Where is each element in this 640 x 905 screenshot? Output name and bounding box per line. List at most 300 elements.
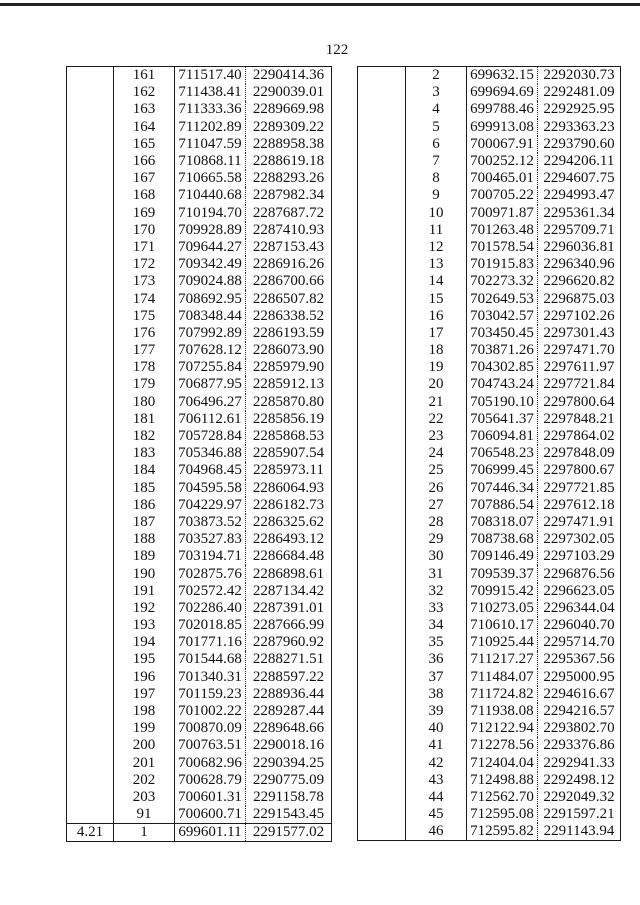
table-row: [67, 325, 332, 342]
coordinate-1-cell: 707886.54: [467, 497, 538, 514]
coordinate-1-cell: 703194.71: [175, 548, 246, 565]
coordinate-2-cell: 2296620.82: [538, 273, 621, 290]
table-row: [358, 600, 621, 617]
coordinate-2-cell: 2287391.01: [246, 600, 332, 617]
coordinate-2-cell: 2297471.70: [538, 342, 621, 359]
point-number-cell: 2: [406, 67, 467, 85]
point-number-cell: 19: [406, 359, 467, 376]
group-cell: [358, 514, 406, 531]
group-cell: [67, 462, 114, 479]
coordinate-2-cell: 2287960.92: [246, 634, 332, 651]
coordinate-1-cell: 709539.37: [467, 565, 538, 582]
coordinate-1-cell: 702286.40: [175, 600, 246, 617]
coordinate-1-cell: 699694.69: [467, 84, 538, 101]
group-cell: [67, 119, 114, 136]
table-row: [358, 583, 621, 600]
table-row: [358, 359, 621, 376]
point-number-cell: 177: [114, 342, 175, 359]
coordinate-2-cell: 2287134.42: [246, 583, 332, 600]
coordinate-1-cell: 709146.49: [467, 548, 538, 565]
point-number-cell: 21: [406, 394, 467, 411]
group-cell: [67, 583, 114, 600]
point-number-cell: 183: [114, 445, 175, 462]
coordinate-2-cell: 2292481.09: [538, 84, 621, 101]
group-cell: [358, 600, 406, 617]
coordinate-2-cell: 2289648.66: [246, 720, 332, 737]
coordinate-1-cell: 705190.10: [467, 394, 538, 411]
group-cell: [67, 497, 114, 514]
group-cell: [358, 239, 406, 256]
group-cell: [358, 222, 406, 239]
table-row: [67, 445, 332, 462]
group-cell: [67, 170, 114, 187]
table-row: [67, 651, 332, 668]
group-cell: [67, 101, 114, 118]
group-cell: [67, 205, 114, 222]
coordinate-1-cell: 707628.12: [175, 342, 246, 359]
group-cell: [358, 428, 406, 445]
group-cell: [358, 394, 406, 411]
point-number-cell: 27: [406, 497, 467, 514]
point-number-cell: 165: [114, 136, 175, 153]
table-row: [358, 755, 621, 772]
table-row: [358, 101, 621, 118]
table-row: [67, 462, 332, 479]
coordinate-1-cell: 709024.88: [175, 273, 246, 290]
coordinate-1-cell: 712498.88: [467, 772, 538, 789]
table-row: [67, 67, 332, 85]
point-number-cell: 42: [406, 755, 467, 772]
point-number-cell: 184: [114, 462, 175, 479]
coordinate-1-cell: 700628.79: [175, 772, 246, 789]
coordinate-1-cell: 703871.26: [467, 342, 538, 359]
coordinate-1-cell: 711484.07: [467, 669, 538, 686]
table-row: [67, 789, 332, 806]
group-cell: [358, 170, 406, 187]
group-cell: [67, 222, 114, 239]
point-number-cell: 187: [114, 514, 175, 531]
table-row: [67, 755, 332, 772]
point-number-cell: 44: [406, 789, 467, 806]
coordinate-1-cell: 712595.08: [467, 806, 538, 823]
point-number-cell: 40: [406, 720, 467, 737]
coordinate-1-cell: 712595.82: [467, 823, 538, 841]
coordinate-1-cell: 708348.44: [175, 308, 246, 325]
point-number-cell: 36: [406, 651, 467, 668]
coordinate-2-cell: 2287982.34: [246, 187, 332, 204]
coordinate-2-cell: 2295709.71: [538, 222, 621, 239]
table-row: [67, 669, 332, 686]
point-number-cell: 190: [114, 565, 175, 582]
table-row: [358, 325, 621, 342]
coordinate-1-cell: 704968.45: [175, 462, 246, 479]
table-row: [67, 119, 332, 136]
table-row: [358, 187, 621, 204]
group-cell: [358, 720, 406, 737]
table-row: [358, 669, 621, 686]
point-number-cell: 175: [114, 308, 175, 325]
table-row: [67, 514, 332, 531]
group-cell: [67, 67, 114, 85]
point-number-cell: 172: [114, 256, 175, 273]
coordinate-1-cell: 704595.58: [175, 480, 246, 497]
coordinate-1-cell: 700252.12: [467, 153, 538, 170]
table-row: [67, 170, 332, 187]
group-cell: [358, 205, 406, 222]
coordinate-2-cell: 2286700.66: [246, 273, 332, 290]
table-row: [358, 411, 621, 428]
table-row: [67, 531, 332, 548]
point-number-cell: 10: [406, 205, 467, 222]
coordinate-1-cell: 704743.24: [467, 376, 538, 393]
point-number-cell: 169: [114, 205, 175, 222]
table-row: [67, 411, 332, 428]
table-row: [67, 548, 332, 565]
group-cell: [67, 617, 114, 634]
coordinate-2-cell: 2295714.70: [538, 634, 621, 651]
coordinate-2-cell: 2286916.26: [246, 256, 332, 273]
coordinate-1-cell: 710665.58: [175, 170, 246, 187]
table-row: [67, 342, 332, 359]
coordinate-1-cell: 711438.41: [175, 84, 246, 101]
coordinate-2-cell: 2296875.03: [538, 290, 621, 307]
table-row: [358, 462, 621, 479]
group-cell: [67, 789, 114, 806]
coordinate-2-cell: 2285870.80: [246, 394, 332, 411]
coordinate-2-cell: 2296623.05: [538, 583, 621, 600]
table-row: [67, 583, 332, 600]
coordinate-2-cell: 2294607.75: [538, 170, 621, 187]
table-row: [67, 308, 332, 325]
table-row: [67, 205, 332, 222]
coordinate-1-cell: 709644.27: [175, 239, 246, 256]
coordinate-1-cell: 700763.51: [175, 737, 246, 754]
point-number-cell: 202: [114, 772, 175, 789]
point-number-cell: 189: [114, 548, 175, 565]
coordinate-2-cell: 2287410.93: [246, 222, 332, 239]
coordinate-1-cell: 699913.08: [467, 119, 538, 136]
coordinate-2-cell: 2297302.05: [538, 531, 621, 548]
group-cell: [67, 669, 114, 686]
coordinate-1-cell: 701263.48: [467, 222, 538, 239]
coordinate-2-cell: 2286182.73: [246, 497, 332, 514]
coordinate-table-right-body: [358, 67, 621, 841]
coordinate-2-cell: 2285912.13: [246, 376, 332, 393]
coordinate-1-cell: 700705.22: [467, 187, 538, 204]
coordinate-2-cell: 2286338.52: [246, 308, 332, 325]
coordinate-2-cell: 2292925.95: [538, 101, 621, 118]
coordinate-2-cell: 2297103.29: [538, 548, 621, 565]
point-number-cell: 161: [114, 67, 175, 85]
group-cell: [67, 634, 114, 651]
group-cell: [67, 772, 114, 789]
coordinate-2-cell: 2286064.93: [246, 480, 332, 497]
coordinate-1-cell: 707255.84: [175, 359, 246, 376]
coordinate-table-left-body: [67, 67, 332, 842]
coordinate-2-cell: 2294993.47: [538, 187, 621, 204]
point-number-cell: 39: [406, 703, 467, 720]
coordinate-1-cell: 702875.76: [175, 565, 246, 582]
point-number-cell: 171: [114, 239, 175, 256]
point-number-cell: 26: [406, 480, 467, 497]
coordinate-2-cell: 2287687.72: [246, 205, 332, 222]
point-number-cell: 196: [114, 669, 175, 686]
table-row: [358, 823, 621, 841]
group-cell: [67, 153, 114, 170]
point-number-cell: 3: [406, 84, 467, 101]
coordinate-1-cell: 710868.11: [175, 153, 246, 170]
coordinate-2-cell: 2289287.44: [246, 703, 332, 720]
point-number-cell: 16: [406, 308, 467, 325]
coordinate-2-cell: 2293802.70: [538, 720, 621, 737]
point-number-cell: 11: [406, 222, 467, 239]
point-number-cell: 38: [406, 686, 467, 703]
point-number-cell: 163: [114, 101, 175, 118]
table-row: [358, 789, 621, 806]
point-number-cell: 32: [406, 583, 467, 600]
group-cell: [358, 119, 406, 136]
group-cell: [67, 136, 114, 153]
coordinate-1-cell: 711217.27: [467, 651, 538, 668]
point-number-cell: 162: [114, 84, 175, 101]
point-number-cell: 178: [114, 359, 175, 376]
point-number-cell: 173: [114, 273, 175, 290]
point-number-cell: 192: [114, 600, 175, 617]
coordinate-1-cell: 704229.97: [175, 497, 246, 514]
coordinate-1-cell: 700465.01: [467, 170, 538, 187]
coordinate-2-cell: 2295000.95: [538, 669, 621, 686]
coordinate-2-cell: 2297800.64: [538, 394, 621, 411]
coordinate-2-cell: 2297721.84: [538, 376, 621, 393]
point-number-cell: 15: [406, 290, 467, 307]
point-number-cell: 45: [406, 806, 467, 823]
coordinate-1-cell: 701915.83: [467, 256, 538, 273]
table-row: [358, 308, 621, 325]
coordinate-1-cell: 711517.40: [175, 67, 246, 85]
table-row: [67, 824, 332, 842]
table-row: [67, 273, 332, 290]
group-cell: [358, 153, 406, 170]
group-cell: [358, 497, 406, 514]
coordinate-2-cell: 2288958.38: [246, 136, 332, 153]
point-number-cell: 193: [114, 617, 175, 634]
coordinate-2-cell: 2287666.99: [246, 617, 332, 634]
table-row: [67, 222, 332, 239]
coordinate-table-right: [357, 66, 621, 841]
table-row: [358, 428, 621, 445]
coordinate-1-cell: 709915.42: [467, 583, 538, 600]
point-number-cell: 176: [114, 325, 175, 342]
group-cell: [358, 565, 406, 582]
table-row: [358, 548, 621, 565]
table-row: [67, 428, 332, 445]
coordinate-1-cell: 701340.31: [175, 669, 246, 686]
coordinate-1-cell: 700067.91: [467, 136, 538, 153]
coordinate-2-cell: 2295361.34: [538, 205, 621, 222]
table-row: [358, 376, 621, 393]
coordinate-1-cell: 703042.57: [467, 308, 538, 325]
group-cell: [67, 256, 114, 273]
point-number-cell: 17: [406, 325, 467, 342]
coordinate-2-cell: 2291577.02: [246, 824, 332, 842]
table-row: [358, 67, 621, 85]
group-cell: 4.21: [67, 824, 114, 842]
table-row: [358, 497, 621, 514]
point-number-cell: 4: [406, 101, 467, 118]
table-row: [67, 480, 332, 497]
coordinate-2-cell: 2290414.36: [246, 67, 332, 85]
group-cell: [67, 308, 114, 325]
table-row: [67, 703, 332, 720]
table-row: [358, 686, 621, 703]
point-number-cell: 168: [114, 187, 175, 204]
group-cell: [358, 462, 406, 479]
point-number-cell: 174: [114, 290, 175, 307]
coordinate-2-cell: 2296340.96: [538, 256, 621, 273]
coordinate-2-cell: 2297102.26: [538, 308, 621, 325]
table-row: [67, 634, 332, 651]
coordinate-1-cell: 711202.89: [175, 119, 246, 136]
coordinate-1-cell: 707446.34: [467, 480, 538, 497]
group-cell: [67, 376, 114, 393]
point-number-cell: 203: [114, 789, 175, 806]
coordinate-2-cell: 2291143.94: [538, 823, 621, 841]
coordinate-1-cell: 711047.59: [175, 136, 246, 153]
point-number-cell: 191: [114, 583, 175, 600]
coordinate-1-cell: 706999.45: [467, 462, 538, 479]
point-number-cell: 9: [406, 187, 467, 204]
point-number-cell: 201: [114, 755, 175, 772]
group-cell: [67, 342, 114, 359]
table-row: [358, 222, 621, 239]
coordinate-1-cell: 705728.84: [175, 428, 246, 445]
coordinate-1-cell: 703873.52: [175, 514, 246, 531]
table-row: [358, 634, 621, 651]
group-cell: [67, 187, 114, 204]
point-number-cell: 182: [114, 428, 175, 445]
coordinate-1-cell: 699601.11: [175, 824, 246, 842]
point-number-cell: 7: [406, 153, 467, 170]
coordinate-2-cell: 2285868.53: [246, 428, 332, 445]
coordinate-1-cell: 700601.31: [175, 789, 246, 806]
table-row: [67, 239, 332, 256]
coordinate-2-cell: 2292030.73: [538, 67, 621, 85]
group-cell: [358, 290, 406, 307]
group-cell: [67, 290, 114, 307]
coordinate-2-cell: 2293376.86: [538, 737, 621, 754]
table-row: [67, 84, 332, 101]
coordinate-1-cell: 712278.56: [467, 737, 538, 754]
group-cell: [358, 789, 406, 806]
table-row: [358, 703, 621, 720]
group-cell: [358, 755, 406, 772]
point-number-cell: 188: [114, 531, 175, 548]
group-cell: [358, 101, 406, 118]
table-row: [358, 136, 621, 153]
table-row: [358, 531, 621, 548]
point-number-cell: 31: [406, 565, 467, 582]
coordinate-2-cell: 2286325.62: [246, 514, 332, 531]
group-cell: [358, 823, 406, 841]
group-cell: [67, 325, 114, 342]
coordinate-1-cell: 701159.23: [175, 686, 246, 703]
coordinate-1-cell: 701002.22: [175, 703, 246, 720]
coordinate-1-cell: 710610.17: [467, 617, 538, 634]
group-cell: [358, 703, 406, 720]
coordinate-2-cell: 2286193.59: [246, 325, 332, 342]
point-number-cell: 22: [406, 411, 467, 428]
point-number-cell: 179: [114, 376, 175, 393]
table-row: [358, 514, 621, 531]
group-cell: [67, 273, 114, 290]
coordinate-2-cell: 2286493.12: [246, 531, 332, 548]
coordinate-2-cell: 2297721.85: [538, 480, 621, 497]
point-number-cell: 194: [114, 634, 175, 651]
group-cell: [67, 394, 114, 411]
group-cell: [358, 256, 406, 273]
coordinate-1-cell: 710440.68: [175, 187, 246, 204]
group-cell: [358, 136, 406, 153]
coordinate-1-cell: 708738.68: [467, 531, 538, 548]
point-number-cell: 198: [114, 703, 175, 720]
coordinate-2-cell: 2294206.11: [538, 153, 621, 170]
coordinate-2-cell: 2285907.54: [246, 445, 332, 462]
coordinate-2-cell: 2286507.82: [246, 290, 332, 307]
group-cell: [358, 634, 406, 651]
coordinate-2-cell: 2296344.04: [538, 600, 621, 617]
coordinate-2-cell: 2290775.09: [246, 772, 332, 789]
point-number-cell: 43: [406, 772, 467, 789]
point-number-cell: 34: [406, 617, 467, 634]
coordinate-2-cell: 2292941.33: [538, 755, 621, 772]
group-cell: [358, 325, 406, 342]
point-number-cell: 41: [406, 737, 467, 754]
group-cell: [67, 703, 114, 720]
coordinate-2-cell: 2287153.43: [246, 239, 332, 256]
table-row: [358, 205, 621, 222]
group-cell: [358, 342, 406, 359]
table-row: [67, 565, 332, 582]
group-cell: [358, 187, 406, 204]
point-number-cell: 164: [114, 119, 175, 136]
coordinate-1-cell: 701578.54: [467, 239, 538, 256]
table-row: [358, 273, 621, 290]
coordinate-2-cell: 2290018.16: [246, 737, 332, 754]
group-cell: [358, 308, 406, 325]
coordinate-2-cell: 2296040.70: [538, 617, 621, 634]
group-cell: [358, 376, 406, 393]
coordinate-1-cell: 710273.05: [467, 600, 538, 617]
point-number-cell: 195: [114, 651, 175, 668]
point-number-cell: 180: [114, 394, 175, 411]
coordinate-1-cell: 711333.36: [175, 101, 246, 118]
coordinate-2-cell: 2296876.56: [538, 565, 621, 582]
point-number-cell: 35: [406, 634, 467, 651]
group-cell: [67, 480, 114, 497]
coordinate-1-cell: 699632.15: [467, 67, 538, 85]
page-number: 122: [325, 42, 349, 58]
coordinate-2-cell: 2288597.22: [246, 669, 332, 686]
coordinate-1-cell: 706112.61: [175, 411, 246, 428]
coordinate-2-cell: 2290394.25: [246, 755, 332, 772]
point-number-cell: 200: [114, 737, 175, 754]
coordinate-2-cell: 2286073.90: [246, 342, 332, 359]
coordinate-1-cell: 706877.95: [175, 376, 246, 393]
table-row: [358, 290, 621, 307]
table-row: [67, 772, 332, 789]
group-cell: [358, 737, 406, 754]
group-cell: [358, 548, 406, 565]
